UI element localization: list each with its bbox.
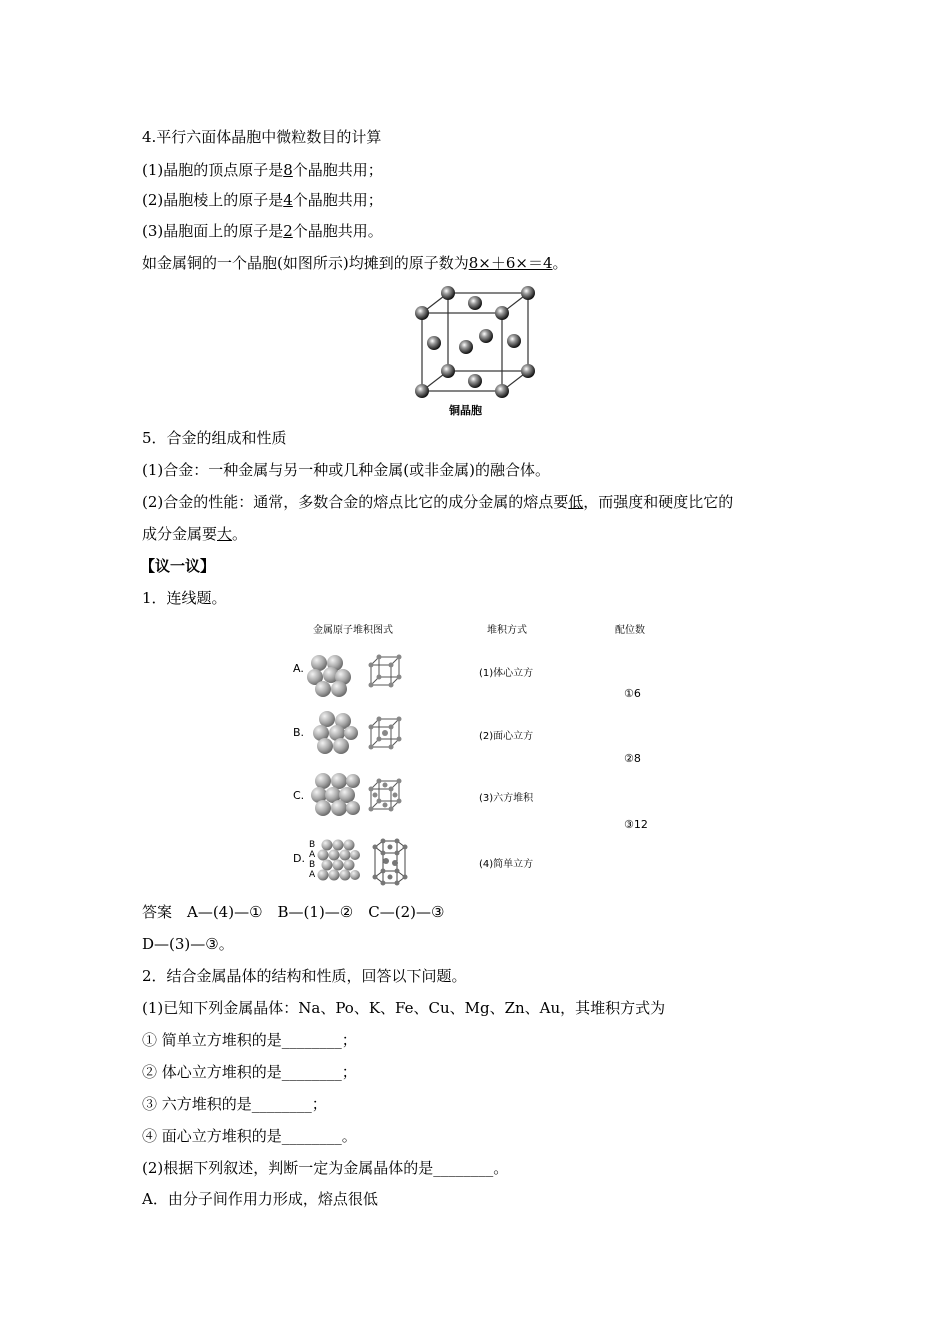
option-3: ③ 六方堆积的是________；	[142, 1095, 327, 1113]
figure-caption: 铜晶胞	[449, 404, 482, 417]
row-b-label: B.	[293, 726, 305, 739]
text: 个晶胞共用；	[292, 191, 383, 209]
coordination-6: ①6	[624, 687, 641, 700]
coordination-8: ②8	[624, 752, 641, 765]
question-2-2: (2)根据下列叙述，判断一定为金属晶体的是________。	[142, 1159, 509, 1177]
text: 成分金属要	[142, 525, 218, 543]
row-c-label: C.	[293, 789, 305, 802]
section5-item2b	[142, 524, 247, 544]
cube-a	[371, 657, 399, 685]
section4-item2	[142, 190, 383, 210]
question-1: 1．连线题。	[142, 589, 227, 607]
question-2: 2．结合金属晶体的结构和性质，回答以下问题。	[142, 967, 467, 985]
option-4: ④ 面心立方堆积的是________。	[142, 1127, 357, 1145]
answer-line-1: 答案 A—(4)—① B—(1)—② C—(2)—③	[142, 903, 445, 921]
layer-label-2: A	[309, 850, 316, 860]
text: 如金属铜的一个晶胞(如图所示)均摊到的原子数为	[142, 254, 469, 272]
packing-c	[311, 773, 360, 816]
text: 。	[232, 525, 248, 543]
text: ，而强度和硬度比它的	[583, 493, 734, 511]
answer-blank: 低	[568, 493, 584, 511]
text: (1)晶胞的顶点原子是	[142, 161, 284, 179]
question-2-1: (1)已知下列金属晶体：Na、Po、K、Fe、Cu、Mg、Zn、Au，其堆积方式为	[142, 999, 666, 1017]
section4-example	[142, 253, 568, 273]
method-2: (2)面心立方	[479, 731, 534, 742]
option-2: ② 体心立方堆积的是________；	[142, 1063, 357, 1081]
layer-label-3: B	[309, 860, 316, 870]
section4-title: 4.平行六面体晶胞中微粒数目的计算	[142, 128, 382, 146]
text: (2)合金的性能：通常，多数合金的熔点比它的成分金属的熔点要	[142, 493, 569, 511]
method-1: (1)体心立方	[479, 668, 534, 679]
layer-label-4: A	[309, 870, 316, 880]
coordination-12: ③12	[624, 818, 648, 831]
answer-blank: 8	[283, 161, 293, 179]
copper-unit-cell-figure	[410, 283, 540, 401]
method-3: (3)六方堆积	[479, 793, 534, 804]
text: (3)晶胞面上的原子是	[142, 222, 284, 240]
text: (2)晶胞棱上的原子是	[142, 191, 284, 209]
col-header-diagram: 金属原子堆积图式	[313, 625, 393, 636]
col-header-coordination: 配位数	[615, 625, 645, 636]
section4-item1	[142, 160, 383, 180]
text: 。	[552, 254, 568, 272]
answer-blank: 4	[283, 191, 293, 209]
packing-d	[318, 840, 361, 881]
col-header-method: 堆积方式	[487, 625, 527, 636]
section5-title: 5．合金的组成和性质	[142, 429, 287, 447]
method-4: (4)简单立方	[479, 859, 534, 870]
row-a-label: A.	[293, 662, 304, 675]
matching-table	[285, 615, 675, 890]
packing-a	[307, 655, 351, 697]
section4-item3	[142, 221, 383, 241]
layer-label-1: B	[309, 840, 316, 850]
section5-item1: (1)合金：一种金属与另一种或几种金属(或非金属)的融合体。	[142, 461, 550, 479]
packing-b	[313, 711, 358, 754]
option-1: ① 简单立方堆积的是________；	[142, 1031, 357, 1049]
answer-blank: 大	[217, 525, 233, 543]
text: 个晶胞共用。	[292, 222, 383, 240]
row-d-label: D.	[293, 852, 305, 865]
answer-blank: 8×＋6×＝4	[468, 254, 553, 272]
choice-a: A．由分子间作用力形成，熔点很低	[142, 1190, 378, 1208]
discuss-header: 【议一议】	[140, 557, 216, 575]
answer-blank: 2	[283, 222, 293, 240]
stacking-diagrams	[285, 615, 675, 890]
text: 个晶胞共用；	[292, 161, 383, 179]
answer-line-2: D—(3)—③。	[142, 935, 234, 953]
section5-item2	[142, 492, 733, 512]
